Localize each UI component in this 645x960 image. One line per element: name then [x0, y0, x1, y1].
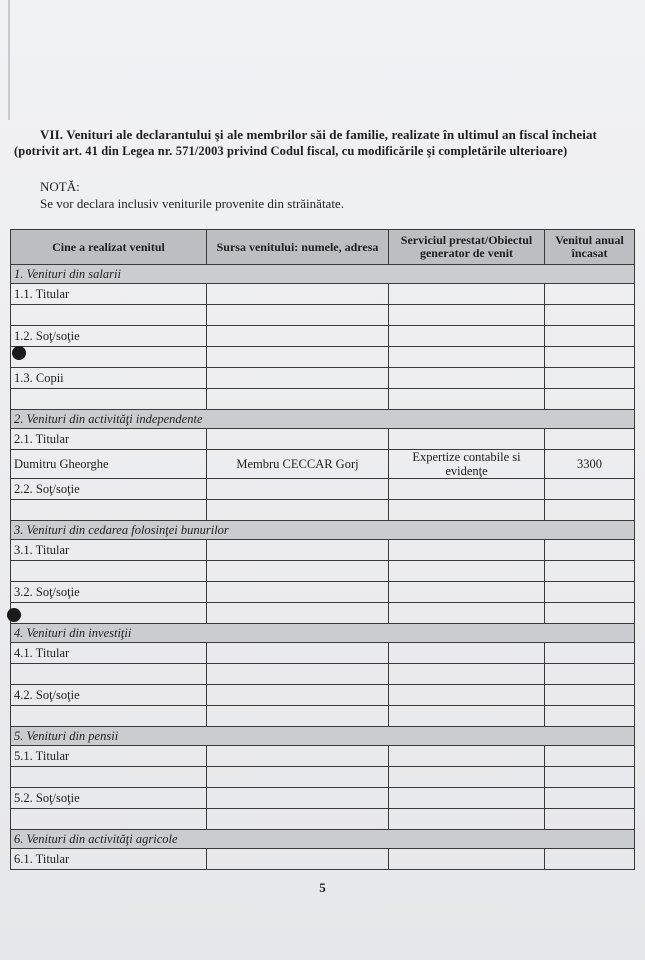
- row-label: 6.1. Titular: [11, 849, 207, 870]
- table-row: [11, 326, 635, 347]
- section-row: [11, 727, 635, 746]
- table-row: [11, 685, 635, 706]
- section-row: [11, 830, 635, 849]
- page-fold: [8, 0, 10, 120]
- section-title: 1. Venituri din salarii: [11, 265, 635, 284]
- table-row: [11, 849, 635, 870]
- row-label: 5.2. Soţ/soţie: [11, 788, 207, 809]
- table-row: [11, 706, 635, 727]
- table-row: [11, 429, 635, 450]
- table-row: [11, 450, 635, 479]
- row-label: 5.1. Titular: [11, 746, 207, 767]
- row-label: 4.2. Soţ/soţie: [11, 685, 207, 706]
- table-row: [11, 284, 635, 305]
- table-row: [11, 643, 635, 664]
- table-row: [11, 347, 635, 368]
- table-row: [11, 479, 635, 500]
- section-title: 4. Venituri din investiţii: [11, 624, 635, 643]
- page-number: 5: [319, 880, 326, 895]
- punch-hole-mark: [7, 608, 21, 622]
- section-title: 6. Venituri din activităţi agricole: [11, 830, 635, 849]
- table-row: [11, 809, 635, 830]
- row-label: 1.1. Titular: [11, 284, 207, 305]
- table-row: [11, 664, 635, 685]
- row-label: 3.1. Titular: [11, 540, 207, 561]
- nota-label: NOTĂ:: [40, 179, 80, 194]
- row-label: 1.3. Copii: [11, 368, 207, 389]
- table-row: [11, 788, 635, 809]
- entry-service: Expertize contabile si evidenţe: [389, 450, 545, 479]
- row-label: 1.2. Soţ/soţie: [11, 326, 207, 347]
- table-row: [11, 603, 635, 624]
- nota-block: [40, 178, 344, 212]
- section-title: 5. Venituri din pensii: [11, 727, 635, 746]
- heading-subtitle: (potrivit art. 41 din Legea nr. 571/2003 privind Codul fiscal, cu modificările şi completările ulterioare): [14, 144, 568, 158]
- section-title: 2. Venituri din activităţi independente: [11, 410, 635, 429]
- section-title: 3. Venituri din cedarea folosinţei bunurilor: [11, 521, 635, 540]
- entry-source: Membru CECCAR Gorj: [207, 450, 389, 479]
- table-row: [11, 561, 635, 582]
- row-label: 2.2. Soţ/soţie: [11, 479, 207, 500]
- entry-who: Dumitru Gheorghe: [11, 450, 207, 479]
- header-source: Sursa venitului: numele, adresa: [207, 230, 389, 265]
- row-label: 4.1. Titular: [11, 643, 207, 664]
- table-row: [11, 389, 635, 410]
- table-row: [11, 368, 635, 389]
- punch-hole-mark: [12, 346, 26, 360]
- heading-title: VII. Venituri ale declarantului şi ale membrilor săi de familie, realizate în ultimul an fiscal încheiat: [40, 127, 597, 142]
- section-row: [11, 521, 635, 540]
- table-row: [11, 746, 635, 767]
- table-row: [11, 305, 635, 326]
- header-income: Venitul anual încasat: [545, 230, 635, 265]
- section-row: [11, 410, 635, 429]
- table-row: [11, 540, 635, 561]
- table-header-row: [11, 230, 635, 265]
- row-label: 3.2. Soţ/soţie: [11, 582, 207, 603]
- row-label: 2.1. Titular: [11, 429, 207, 450]
- income-table: [10, 229, 635, 870]
- table-row: [11, 500, 635, 521]
- table-row: [11, 582, 635, 603]
- header-who: Cine a realizat venitul: [11, 230, 207, 265]
- entry-income: 3300: [545, 450, 635, 479]
- section-row: [11, 624, 635, 643]
- section-row: [11, 265, 635, 284]
- header-service: Serviciul prestat/Obiectul generator de venit: [389, 230, 545, 265]
- nota-text: Se vor declara inclusiv veniturile provenite din străinătate.: [40, 196, 344, 211]
- table-row: [11, 767, 635, 788]
- section-heading: [14, 126, 639, 160]
